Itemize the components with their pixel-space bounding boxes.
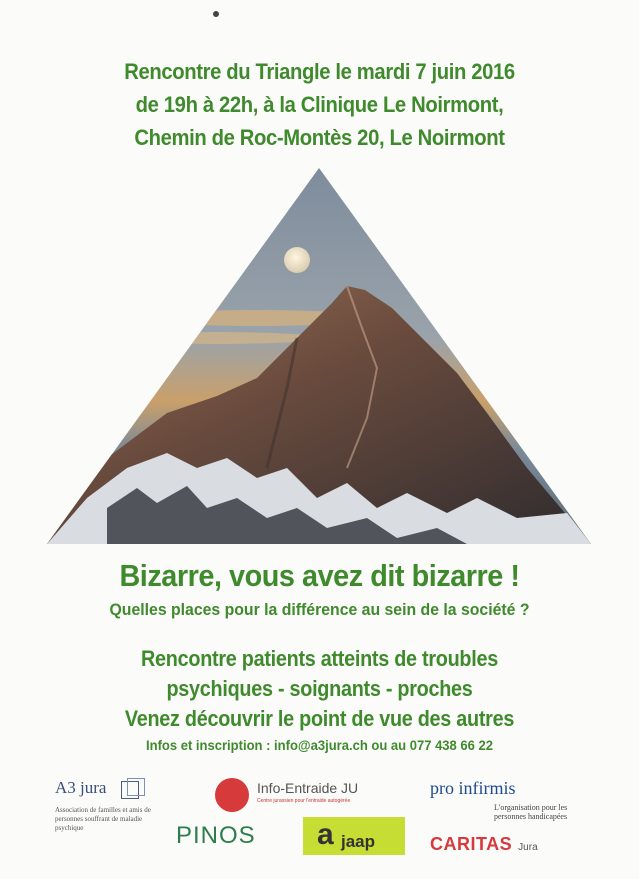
header-line-3: Chemin de Roc-Montès 20, Le Noirmont [134, 125, 505, 150]
a3-square-icon-2 [127, 778, 145, 796]
body-text [0, 644, 639, 734]
event-header [0, 55, 639, 154]
contact-info: Infos et inscription : info@a3jura.ch ou au 077 438 66 22 [146, 737, 493, 753]
ajaap-logo [303, 817, 405, 855]
punch-hole [213, 11, 219, 17]
a3-jura-logo [55, 778, 165, 833]
pinos-logo: PINOS [176, 822, 256, 849]
subheadline: Quelles places pour la différence au sein de la société ? [109, 600, 530, 619]
caritas-logo [430, 834, 538, 855]
caritas-name: CARITAS [430, 834, 513, 854]
a3-jura-description: Association de familles et amis de personnes souffrant de maladie psychique [55, 806, 151, 832]
body-line-1: Rencontre patients atteints de troubles [141, 646, 498, 671]
pro-infirmis-logo [430, 778, 580, 821]
ajaap-letter-a: a [317, 818, 334, 851]
headline: Bizarre, vous avez dit bizarre ! [119, 558, 520, 593]
header-line-2: de 19h à 22h, à la Clinique Le Noirmont, [135, 92, 504, 117]
a3-jura-title: A3 jura [55, 778, 107, 797]
mountain-triangle-image [47, 168, 591, 544]
info-entraide-tagline: Centre jurassien pour l'entraide autogérée [257, 798, 351, 804]
pro-infirmis-tagline-2: personnes handicapées [494, 812, 568, 821]
body-line-3: Venez découvrir le point de vue des autres [124, 706, 515, 731]
pro-infirmis-tagline-1: L'organisation pour les [494, 803, 568, 812]
body-line-2: psychiques - soignants - proches [166, 676, 473, 701]
info-entraide-circle-icon [215, 778, 249, 812]
moon-icon [284, 247, 310, 273]
pro-infirmis-name: pro infirmis [430, 778, 516, 798]
ajaap-text: jaap [341, 832, 376, 851]
header-line-1: Rencontre du Triangle le mardi 7 juin 2016 [124, 59, 515, 84]
info-entraide-name: Info-Entraide JU [257, 780, 359, 796]
caritas-sub: Jura [518, 842, 538, 853]
